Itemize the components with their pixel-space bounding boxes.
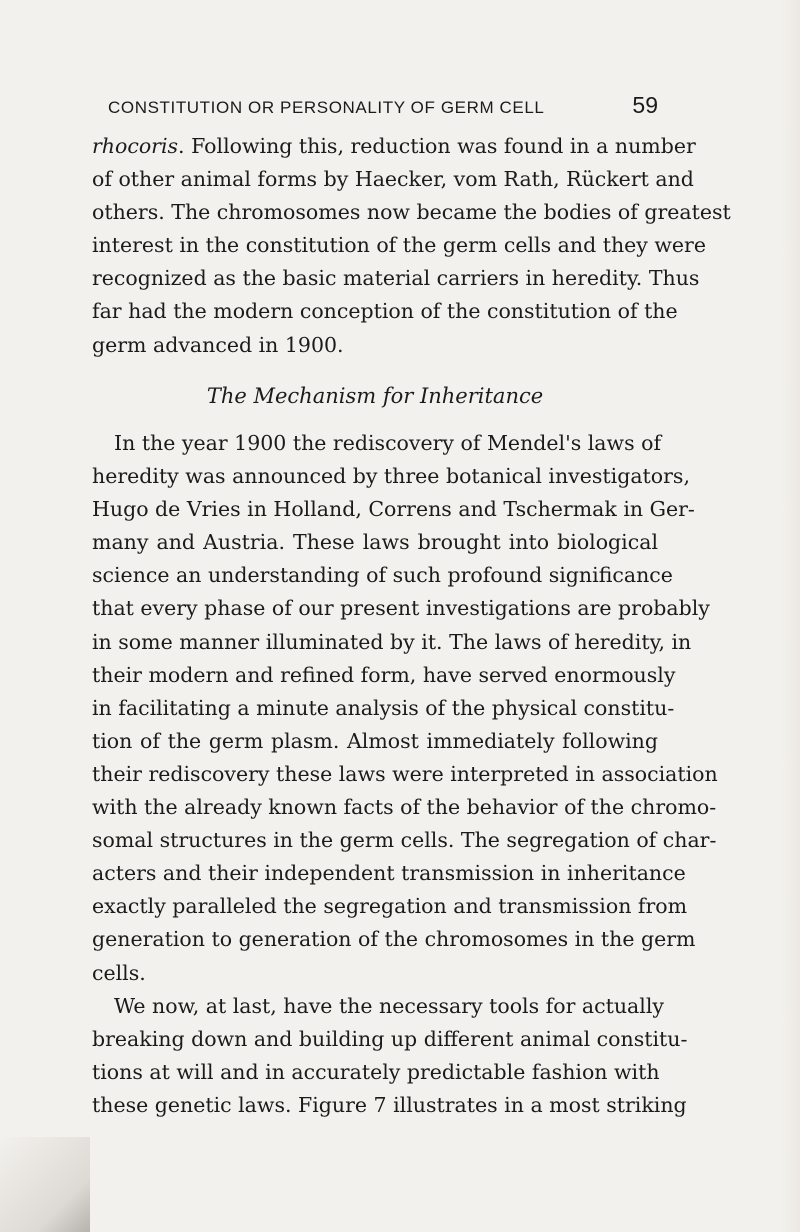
intro-paragraph [92, 130, 731, 362]
text-line: science an understanding of such profound significance [92, 563, 673, 588]
scan-shadow [0, 1137, 90, 1232]
text-line: these genetic laws. Figure 7 illustrates in a most striking [92, 1092, 687, 1117]
text-line: others. The chromosomes now became the bodies of greatest [92, 200, 731, 225]
section-paragraphs [92, 427, 718, 1122]
text-line: of other animal forms by Haecker, vom Rath, Rückert and [92, 167, 694, 192]
text-line: their modern and refined form, have served enormously [92, 662, 676, 687]
text-line: generation to generation of the chromosomes in the germ [92, 927, 696, 952]
text-line: tion of the germ plasm. Almost immediately following [92, 728, 658, 753]
text-line: in facilitating a minute analysis of the physical constitu- [92, 695, 675, 720]
text-line [92, 130, 696, 163]
text-line: We now, at last, have the necessary tools for actually [114, 993, 664, 1018]
running-head-title: CONSTITUTION OR PERSONALITY OF GERM CELL [108, 98, 545, 117]
text-line: germ advanced in 1900. [92, 332, 344, 357]
text-line: their rediscovery these laws were interpreted in association [92, 761, 718, 786]
text-line-rest: . Following this, reduction was found in a number [178, 134, 696, 158]
text-line: somal structures in the germ cells. The segregation of char- [92, 828, 717, 853]
text-line: heredity was announced by three botanical investigators, [92, 464, 690, 489]
text-line: recognized as the basic material carriers in heredity. Thus [92, 266, 700, 291]
text-line: interest in the constitution of the germ cells and they were [92, 233, 706, 258]
page-number: 59 [632, 92, 658, 118]
text-line: in some manner illuminated by it. The laws of heredity, in [92, 629, 692, 654]
italic-word: rhocoris [92, 134, 179, 158]
text-line: breaking down and building up different animal constitu- [92, 1026, 688, 1051]
page-edge-shadow [782, 0, 800, 1232]
text-line: Hugo de Vries in Holland, Correns and Tschermak in Ger- [92, 497, 695, 522]
text-line: In the year 1900 the rediscovery of Mendel's laws of [114, 431, 662, 455]
text-line: that every phase of our present investigations are probably [92, 596, 710, 621]
text-line: acters and their independent transmission in inheritance [92, 861, 686, 886]
text-line: tions at will and in accurately predictable fashion with [92, 1059, 660, 1084]
text-line: cells. [92, 960, 146, 985]
text-line: with the already known facts of the behavior of the chromo- [92, 795, 717, 820]
section-heading: The Mechanism for Inheritance [206, 384, 544, 408]
page-header [92, 92, 658, 132]
text-line: exactly paralleled the segregation and transmission from [92, 894, 688, 919]
text-line: far had the modern conception of the constitution of the [92, 299, 678, 324]
text-line: many and Austria. These laws brought into biological [92, 530, 658, 555]
